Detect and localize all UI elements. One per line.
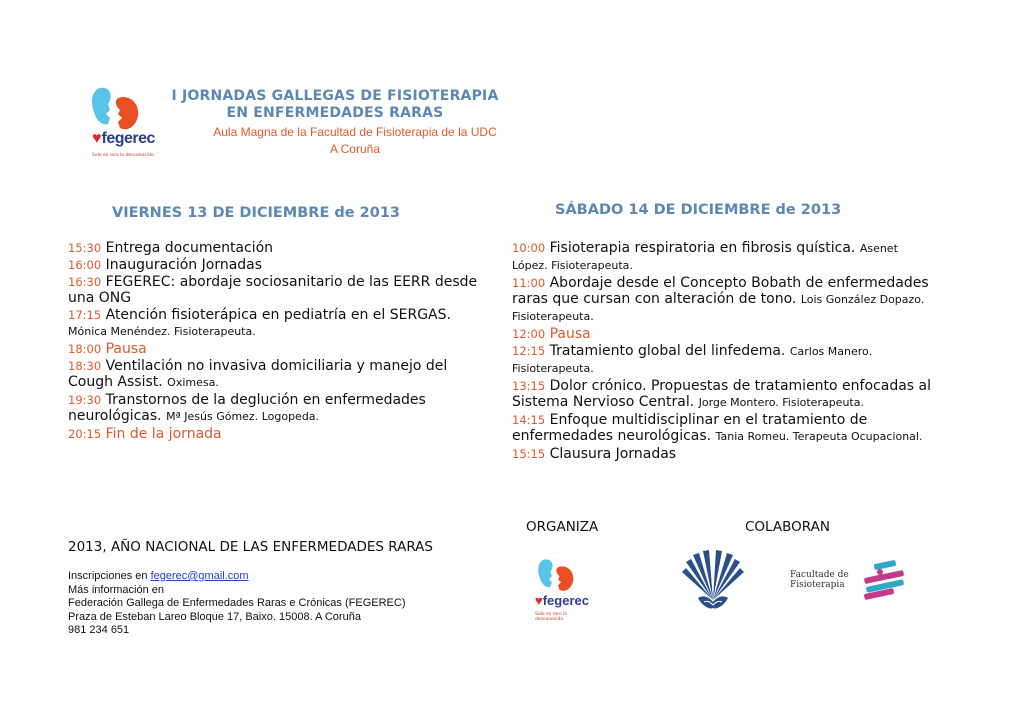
heart-icon: ♥	[92, 130, 102, 147]
shell-fan-icon	[676, 548, 750, 612]
schedule-item: 12:15 Tratamiento global del linfedema. Carlos Manero. Fisioterapeuta.	[512, 343, 873, 375]
contact-info	[68, 570, 405, 638]
saturday-heading: SÁBADO 14 DE DICIEMBRE de 2013	[555, 202, 842, 218]
faculty-logo	[788, 558, 918, 602]
faculty-emblem-icon	[860, 560, 908, 600]
inscriptions-line: Inscripciones en fegerec@gmail.com	[68, 570, 249, 582]
logo-tagline: Solo es raro lo desconocido	[92, 153, 154, 158]
saturday-schedule	[512, 240, 962, 463]
title-block	[150, 88, 520, 158]
more-info-line: Más información en	[68, 583, 164, 596]
federation-line: Federación Gallega de Enfermedades Raras e Crónicas (FEGEREC)	[68, 597, 406, 609]
schedule-item: 10:00 Fisioterapia respiratoria en fibrosis quística. Asenet López. Fisioterapeuta.	[512, 240, 898, 272]
friday-heading: VIERNES 13 DE DICIEMBRE de 2013	[112, 205, 401, 221]
address-line: Praza de Esteban Lareo Bloque 17, Baixo. 15008. A Coruña	[68, 610, 361, 623]
organizer-logo: ♥fegerec Solo es raro lo desconocido	[533, 555, 593, 625]
logo-text: fegerec	[101, 130, 155, 147]
schedule-item: 11:00 Abordaje desde el Concepto Bobath de enfermedades raras que cursan con alteración de tono. Lois González Dopazo. Fisioterapeuta.	[512, 275, 929, 323]
email-link[interactable]: fegerec@gmail.com	[150, 570, 249, 582]
schedule-item: 12:00 Pausa	[512, 326, 591, 342]
year-banner: 2013, AÑO NACIONAL DE LAS ENFERMEDADES RARAS	[68, 539, 433, 555]
event-title-line2: EN ENFERMEDADES RARAS	[226, 105, 444, 121]
schedule-item: 15:30 Entrega documentación	[68, 240, 274, 256]
schedule-item: 18:30 Ventilación no invasiva domiciliaria y manejo del Cough Assist. Oximesa.	[68, 358, 448, 390]
event-title-line1: I JORNADAS GALLEGAS DE FISIOTERAPIA	[171, 88, 499, 104]
schedule-item: 20:15 Fin de la jornada	[68, 426, 222, 442]
schedule-item: 18:00 Pausa	[68, 341, 147, 357]
schedule-item: 15:15 Clausura Jornadas	[512, 446, 677, 462]
faculty-line2: Fisioterapia	[790, 580, 845, 590]
colaboran-label: COLABORAN	[745, 519, 830, 535]
friday-schedule	[68, 240, 508, 443]
schedule-item: 14:15 Enfoque multidisciplinar en el tratamiento de enfermedades neurológicas. Tania Romeu. Terapeuta Ocupacional.	[512, 412, 923, 444]
collaborator-shell-logo	[676, 548, 750, 616]
schedule-item: 17:15 Atención fisioterápica en pediatría en el SERGAS. Mónica Menéndez. Fisioterapeuta.	[68, 307, 451, 338]
schedule-item: 16:30 FEGEREC: abordaje sociosanitario de las EERR desde una ONG	[68, 274, 478, 306]
schedule-item: 16:00 Inauguración Jornadas	[68, 257, 263, 273]
faculty-line1: Facultade de	[790, 570, 849, 580]
schedule-item: 13:15 Dolor crónico. Propuestas de tratamiento enfocadas al Sistema Nervioso Central. Jorge Montero. Fisioterapeuta.	[512, 378, 931, 410]
event-city: A Coruña	[329, 142, 381, 156]
phone-line: 981 234 651	[68, 624, 130, 636]
event-venue: Aula Magna de la Facultad de Fisioterapia de la UDC	[213, 125, 497, 139]
heart-icon: ♥	[535, 593, 543, 608]
schedule-item: 19:30 Transtornos de la deglución en enfermedades neurológicas. Mª Jesús Gómez. Logopeda.	[68, 392, 426, 424]
organiza-label: ORGANIZA	[526, 519, 599, 535]
